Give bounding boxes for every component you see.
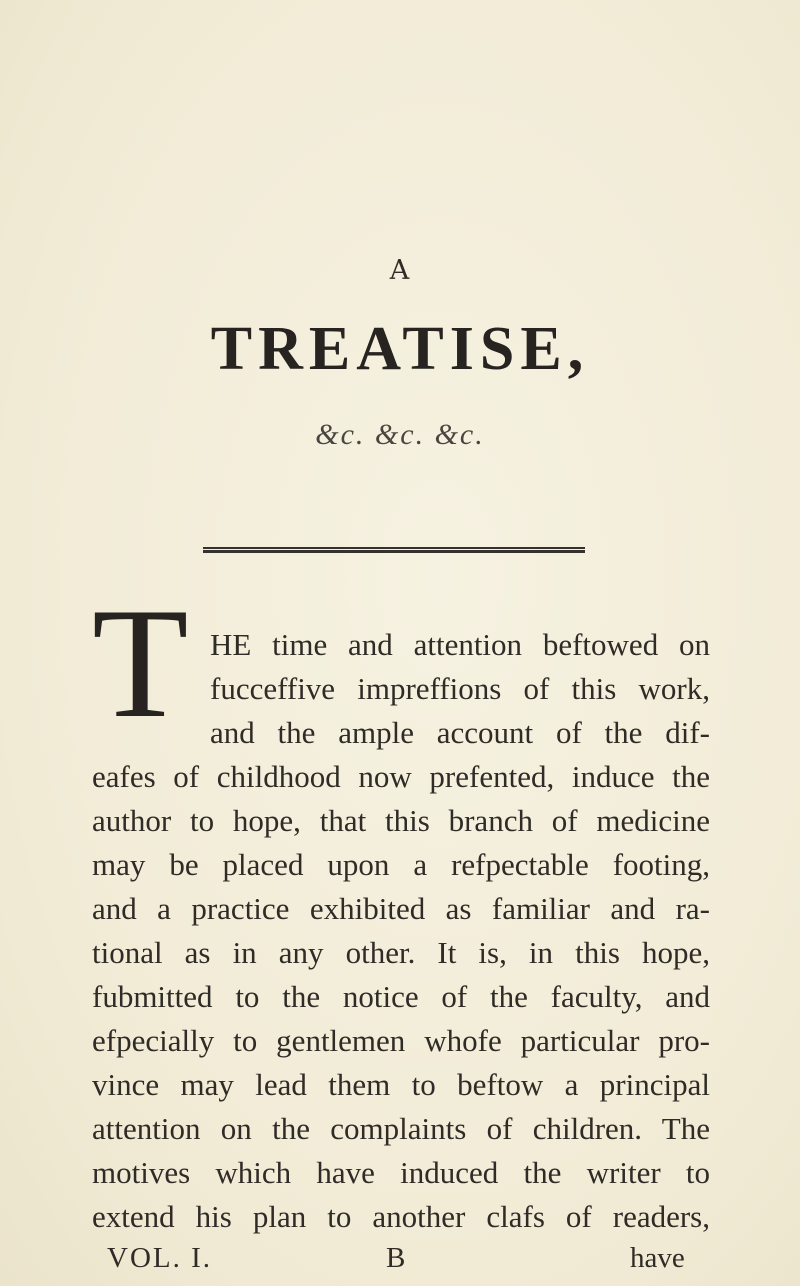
page-title: TREATISE, — [210, 315, 590, 383]
text-line: fucceffive impreffions of this work, — [210, 671, 710, 706]
text-line: motives which have induced the writer to — [92, 1155, 710, 1190]
text-line: may be placed upon a refpectable footing, — [92, 847, 710, 882]
signature-mark: B — [386, 1242, 406, 1274]
text-line: attention on the complaints of children. The — [92, 1111, 710, 1146]
text-line: fubmitted to the notice of the faculty, and — [92, 979, 710, 1014]
text-line: tional as in any other. It is, in this hope, — [92, 935, 710, 970]
text-line: vince may lead them to beftow a principal — [92, 1067, 710, 1102]
heading-article: A — [389, 255, 411, 286]
volume-signature: VOL. I. — [107, 1242, 213, 1274]
text-line: and a practice exhibited as familiar and ra- — [92, 891, 710, 926]
catchword: have — [630, 1242, 685, 1274]
text-line: extend his plan to another clafs of readers, — [92, 1199, 710, 1234]
text-line: HE time and attention beftowed on — [210, 627, 710, 662]
heading-etcetera: &c. &c. &c. — [315, 418, 485, 451]
drop-cap: T — [92, 576, 189, 751]
text-line: author to hope, that this branch of medicine — [92, 803, 710, 838]
text-line: eafes of childhood now prefented, induce the — [92, 759, 710, 794]
double-rule-divider — [203, 547, 585, 553]
text-line: and the ample account of the dif- — [210, 715, 710, 750]
text-line: efpecially to gentlemen whofe particular pro- — [92, 1023, 710, 1058]
